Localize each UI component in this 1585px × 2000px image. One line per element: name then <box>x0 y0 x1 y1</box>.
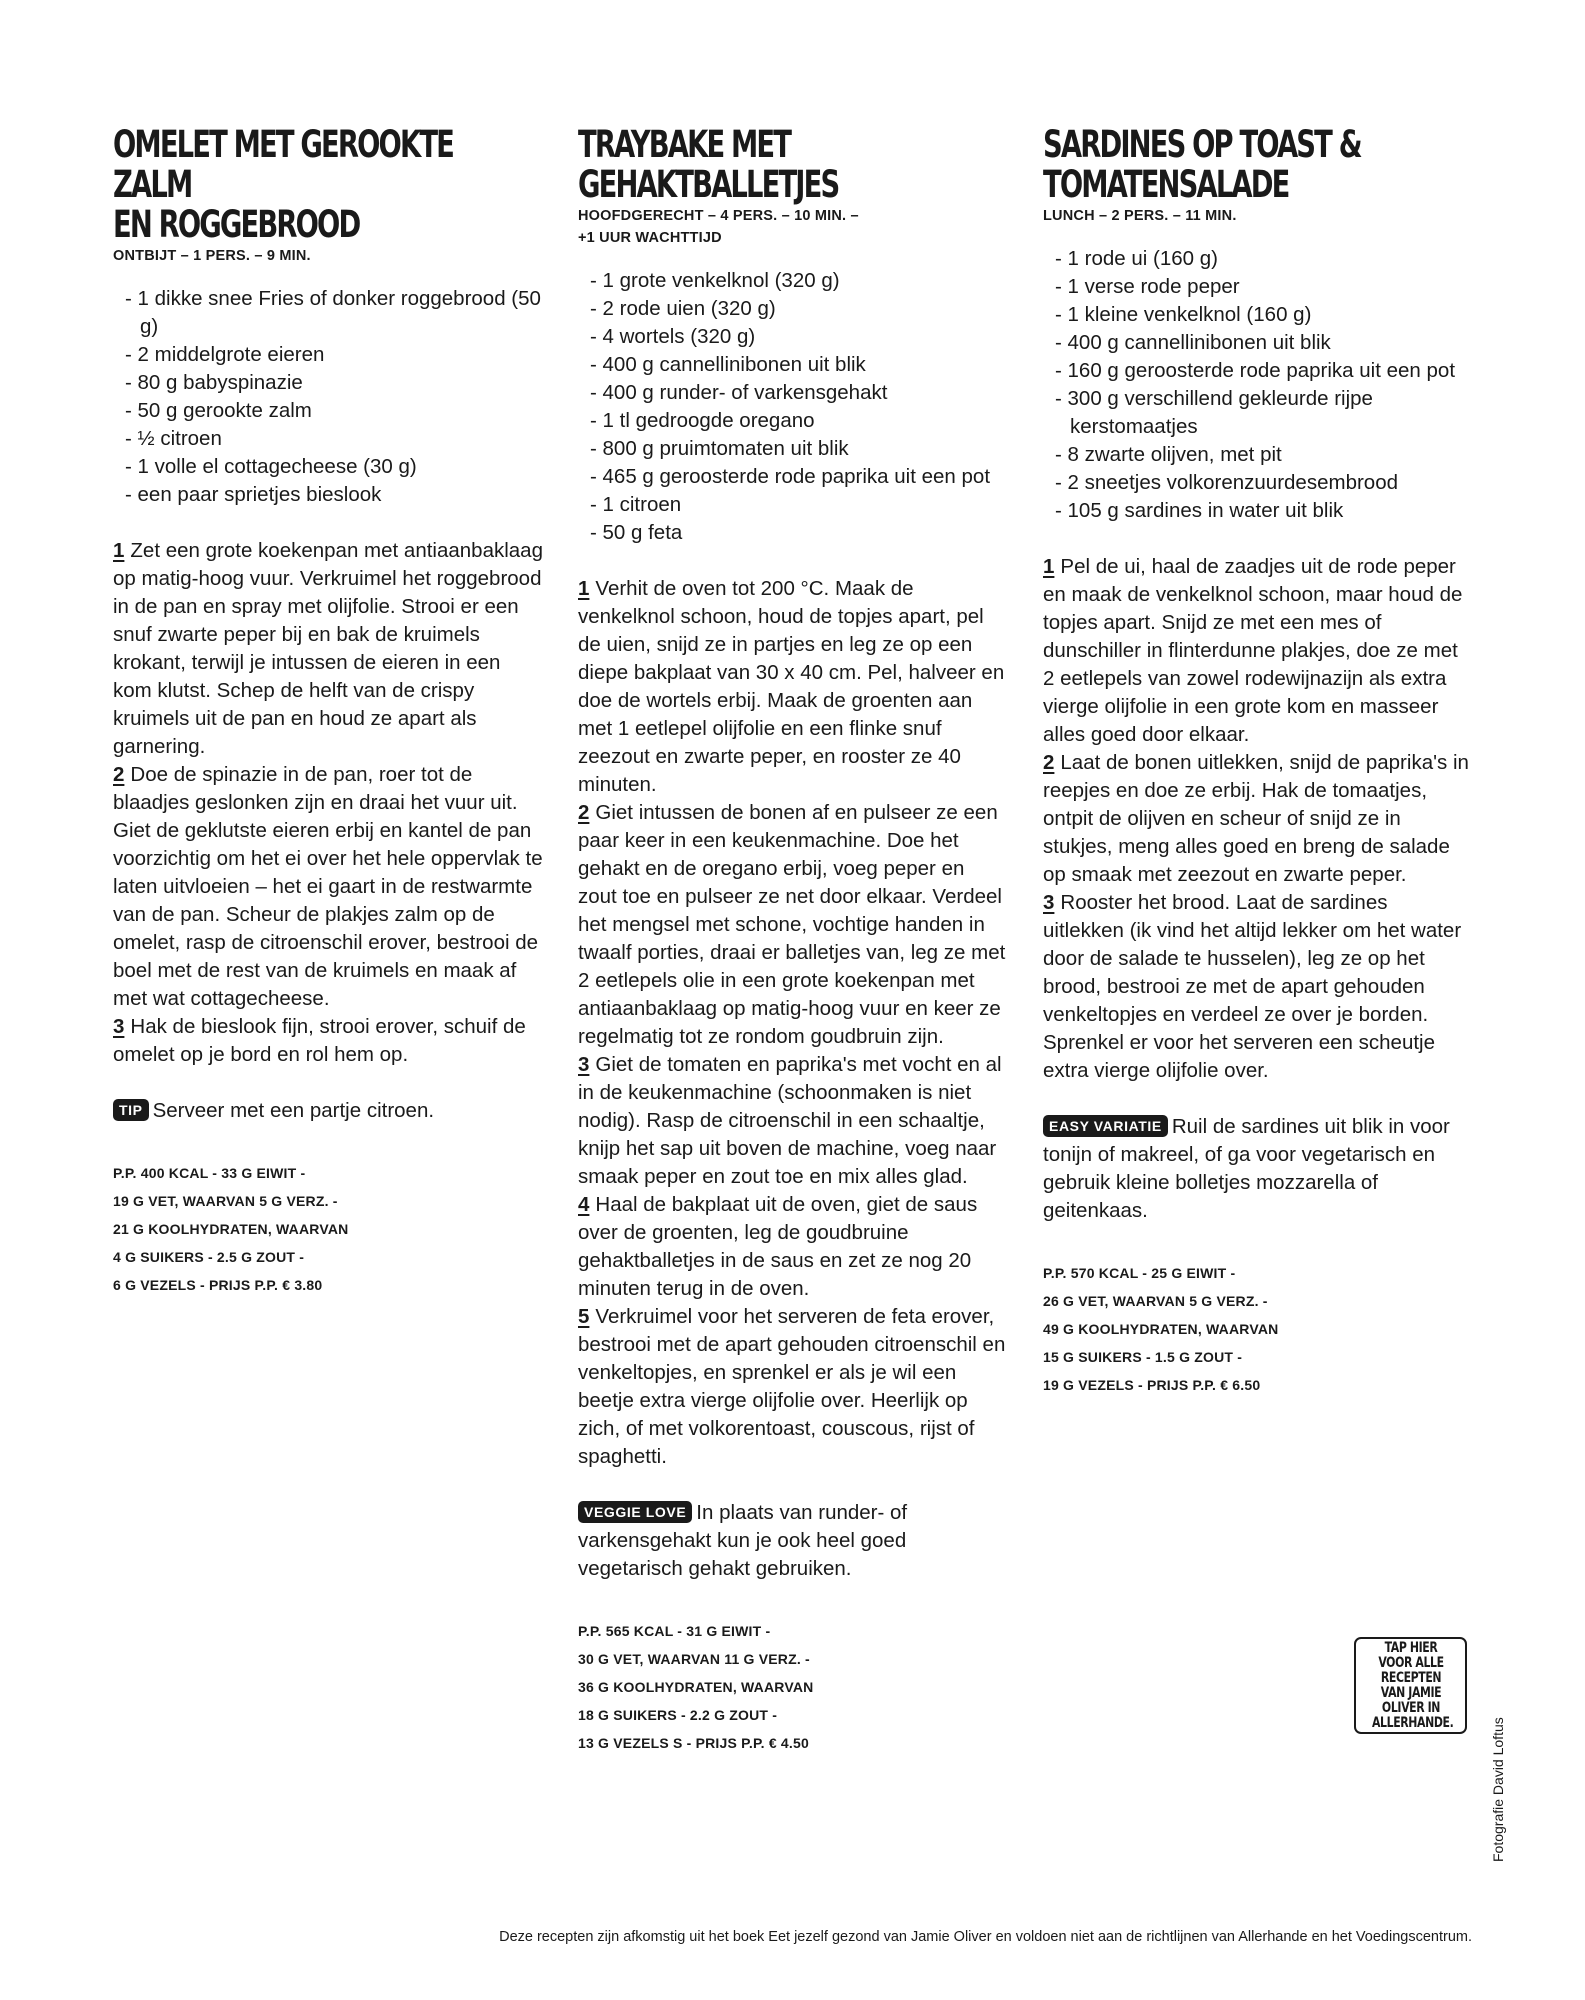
ingredient-item: - 8 zwarte olijven, met pit <box>1055 443 1282 466</box>
ingredient-list <box>1043 245 1473 525</box>
ingredient-item: - ½ citroen <box>125 427 222 450</box>
step-list <box>578 575 1008 1471</box>
step-number: 1 <box>1043 555 1055 578</box>
recipe-omelet <box>113 125 543 1299</box>
ingredient-item: - 80 g babyspinazie <box>125 371 303 394</box>
nutrition-line: 49 G KOOLHYDRATEN, WAARVAN <box>1043 1321 1279 1337</box>
step-text: Verhit de oven tot 200 °C. Maak de venkelknol schoon, houd de topjes apart, pel de uien, snijd ze in partjes en leg ze op een diepe bakplaat van 30 x 40 cm. Pel, halveer en doe de wortels erbij. Maak de groenten aan met 1 eetlepel olijfolie en een flinke snuf zeezout en zwarte peper, en rooster ze 40 minuten. <box>578 577 1005 796</box>
ingredient-list <box>578 267 1008 547</box>
step-number: 1 <box>578 577 590 600</box>
veggie-badge: VEGGIE LOVE <box>578 1501 692 1523</box>
ingredient-item: - 50 g gerookte zalm <box>125 399 312 422</box>
step-number: 4 <box>578 1193 590 1216</box>
recipe-title: TRAYBAKE MET GEHAKTBALLETJES <box>578 123 839 206</box>
step-number: 2 <box>578 801 590 824</box>
ingredient-item: - 2 middelgrote eieren <box>125 343 325 366</box>
step-number: 3 <box>578 1053 590 1076</box>
step-text: Pel de ui, haal de zaadjes uit de rode peper en maak de venkelknol schoon, maar houd de topjes apart. Snijd ze met een mes of dunschiller in flinterdunne plakjes, doe ze met 2 eetlepels van zowel rodewijnazijn als extra vierge olijfolie in een grote kom en masseer alles goed door elkaar. <box>1043 555 1463 746</box>
ingredient-item: - 50 g feta <box>590 521 683 544</box>
ingredient-item: - 400 g runder- of varkensgehakt <box>590 381 888 404</box>
step <box>1043 889 1473 1085</box>
step <box>578 1303 1008 1471</box>
ingredient-item: - 1 tl gedroogde oregano <box>590 409 815 432</box>
step-number: 2 <box>1043 751 1055 774</box>
veggie-note <box>578 1499 1008 1583</box>
ingredient-item: - een paar sprietjes bieslook <box>125 483 382 506</box>
recipe-meta: ONTBIJT – 1 PERS. – 9 MIN. <box>113 248 311 264</box>
recipes-link-label: TAP HIER VOOR ALLE RECEPTEN VAN JAMIE OLIVER IN ALLERHANDE. <box>1371 1639 1453 1731</box>
nutrition-line: 4 G SUIKERS - 2.5 G ZOUT - <box>113 1249 305 1265</box>
nutrition-line: 21 G KOOLHYDRATEN, WAARVAN <box>113 1221 349 1237</box>
step-number: 1 <box>113 539 125 562</box>
ingredient-item: - 1 volle el cottagecheese (30 g) <box>125 455 417 478</box>
step-list <box>113 537 543 1069</box>
recipe-title: SARDINES OP TOAST & TOMATENSALADE <box>1043 123 1361 206</box>
step-list <box>1043 553 1473 1085</box>
nutrition-line: P.P. 570 KCAL - 25 G EIWIT - <box>1043 1265 1236 1281</box>
photo-credit: Fotografie David Loftus <box>1490 1717 1506 1862</box>
ingredient-item: - 2 rode uien (320 g) <box>590 297 776 320</box>
ingredient-item: - 1 kleine venkelknol (160 g) <box>1055 303 1312 326</box>
recipe-meta: HOOFDGERECHT – 4 PERS. – 10 MIN. – +1 UUR WACHTTIJD <box>578 208 859 246</box>
ingredient-list <box>113 285 543 509</box>
nutrition-line: 15 G SUIKERS - 1.5 G ZOUT - <box>1043 1349 1243 1365</box>
step <box>1043 553 1473 749</box>
step <box>1043 749 1473 889</box>
recipes-link-button[interactable] <box>1354 1637 1467 1734</box>
step-text: Rooster het brood. Laat de sardines uitlekken (ik vind het altijd lekker om het water door de salade te husselen), leg ze op het brood, bestrooi ze met de apart gehouden venkeltopjes en verdeel ze over je borden. Sprenkel er voor het serveren een scheutje extra vierge olijfolie over. <box>1043 891 1462 1082</box>
note-text: Ruil de sardines uit blik in voor tonijn of makreel, of ga voor vegetarisch en gebruik kleine bolletjes mozzarella of geitenkaas. <box>1043 1115 1450 1222</box>
ingredient-item: - 400 g cannellinibonen uit blik <box>590 353 866 376</box>
step <box>578 799 1008 1051</box>
nutrition-line: 6 G VEZELS - PRIJS P.P. € 3.80 <box>113 1277 323 1293</box>
step <box>113 537 543 761</box>
variation-note <box>1043 1113 1473 1225</box>
step <box>113 1013 543 1069</box>
nutrition-info <box>1043 1259 1473 1399</box>
nutrition-line: 19 G VEZELS - PRIJS P.P. € 6.50 <box>1043 1377 1261 1393</box>
step-number: 3 <box>113 1015 125 1038</box>
step-text: Zet een grote koekenpan met antiaanbaklaag op matig-hoog vuur. Verkruimel het roggebrood in de pan en spray met olijfolie. Strooi er een snuf zwarte peper bij en bak de kruimels krokant, terwijl je intussen de eieren in een kom klutst. Schep de helft van de crispy kruimels uit de pan en houd ze apart als garnering. <box>113 539 543 758</box>
ingredient-item: - 300 g verschillend gekleurde rijpe kerstomaatjes <box>1055 387 1373 438</box>
ingredient-item: - 160 g geroosterde rode paprika uit een pot <box>1055 359 1456 382</box>
step-text: Laat de bonen uitlekken, snijd de paprika's in reepjes en doe ze erbij. Hak de tomaatjes, ontpit de olijven en scheur of snijd ze in stukjes, meng alles goed en breng de salade op smaak met zeezout en zwarte peper. <box>1043 751 1469 886</box>
nutrition-line: 30 G VET, WAARVAN 11 G VERZ. - <box>578 1651 810 1667</box>
tip-note <box>113 1097 543 1125</box>
step-text: Giet intussen de bonen af en pulseer ze een paar keer in een keukenmachine. Doe het gehakt en de oregano erbij, voeg peper en zout toe en pulseer ze net door elkaar. Verdeel het mengsel met schone, vochtige handen in twaalf porties, draai er balletjes van, leg ze met 2 eetlepels olie in een grote koekenpan met antiaanbaklaag op matig-hoog vuur en keer ze regelmatig tot ze rondom goudbruin zijn. <box>578 801 1006 1048</box>
ingredient-item: - 4 wortels (320 g) <box>590 325 756 348</box>
variation-badge: EASY VARIATIE <box>1043 1115 1168 1137</box>
nutrition-line: 36 G KOOLHYDRATEN, WAARVAN <box>578 1679 814 1695</box>
step-text: Doe de spinazie in de pan, roer tot de blaadjes geslonken zijn en draai het vuur uit. Giet de geklutste eieren erbij en kantel de pan voorzichtig om het ei over het hele oppervlak te laten uitvloeien – het ei gaart in de restwarmte van de pan. Scheur de plakjes zalm op de omelet, rasp de citroenschil erover, bestrooi de boel met de rest van de kruimels en maak af met wat cottagecheese. <box>113 763 543 1010</box>
ingredient-item: - 465 g geroosterde rode paprika uit een pot <box>590 465 991 488</box>
step <box>578 575 1008 799</box>
nutrition-line: 26 G VET, WAARVAN 5 G VERZ. - <box>1043 1293 1268 1309</box>
footer-disclaimer: Deze recepten zijn afkomstig uit het boek Eet jezelf gezond van Jamie Oliver en voldoen niet aan de richtlijnen van Allerhande en het Voedingscentrum. <box>499 1929 1472 1945</box>
nutrition-line: P.P. 400 KCAL - 33 G EIWIT - <box>113 1165 306 1181</box>
ingredient-item: - 2 sneetjes volkorenzuurdesembrood <box>1055 471 1398 494</box>
nutrition-info <box>578 1617 1008 1757</box>
step-number: 5 <box>578 1305 590 1328</box>
ingredient-item: - 105 g sardines in water uit blik <box>1055 499 1344 522</box>
ingredient-item: - 1 rode ui (160 g) <box>1055 247 1218 270</box>
step <box>578 1051 1008 1191</box>
recipe-sardines <box>1043 125 1473 1399</box>
ingredient-item: - 1 verse rode peper <box>1055 275 1240 298</box>
ingredient-item: - 800 g pruimtomaten uit blik <box>590 437 849 460</box>
step-text: Haal de bakplaat uit de oven, giet de saus over de groenten, leg de goudbruine gehaktballetjes in de saus en zet ze nog 20 minuten terug in de oven. <box>578 1193 978 1300</box>
recipe-title: OMELET MET GEROOKTE ZALM EN ROGGEBROOD <box>113 123 454 246</box>
note-text: In plaats van runder- of varkensgehakt kun je ook heel goed vegetarisch gehakt gebruiken. <box>578 1501 908 1580</box>
step-text: Verkruimel voor het serveren de feta erover, bestrooi met de apart gehouden citroenschil en venkeltopjes, en sprenkel er als je wil een beetje extra vierge olijfolie over. Heerlijk op zich, of met volkorentoast, couscous, rijst of spaghetti. <box>578 1305 1006 1468</box>
ingredient-item: - 1 citroen <box>590 493 682 516</box>
nutrition-line: 18 G SUIKERS - 2.2 G ZOUT - <box>578 1707 778 1723</box>
nutrition-line: 19 G VET, WAARVAN 5 G VERZ. - <box>113 1193 338 1209</box>
step-text: Giet de tomaten en paprika's met vocht en al in de keukenmachine (schoonmaken is niet nodig). Rasp de citroenschil in een schaaltje, knijp het sap uit boven de machine, voeg naar smaak peper en zout toe en mix alles glad. <box>578 1053 1002 1188</box>
recipe-traybake <box>578 125 1008 1757</box>
step-number: 2 <box>113 763 125 786</box>
step <box>113 761 543 1013</box>
step-number: 3 <box>1043 891 1055 914</box>
step <box>578 1191 1008 1303</box>
ingredient-item: - 1 grote venkelknol (320 g) <box>590 269 840 292</box>
nutrition-info <box>113 1159 543 1299</box>
nutrition-line: P.P. 565 KCAL - 31 G EIWIT - <box>578 1623 771 1639</box>
ingredient-item: - 1 dikke snee Fries of donker roggebrood (50 g) <box>125 287 541 338</box>
step-text: Hak de bieslook fijn, strooi erover, schuif de omelet op je bord en rol hem op. <box>113 1015 526 1066</box>
nutrition-line: 13 G VEZELS S - PRIJS P.P. € 4.50 <box>578 1735 809 1751</box>
recipe-meta: LUNCH – 2 PERS. – 11 MIN. <box>1043 208 1237 224</box>
ingredient-item: - 400 g cannellinibonen uit blik <box>1055 331 1331 354</box>
tip-badge: TIP <box>113 1099 149 1121</box>
note-text: Serveer met een partje citroen. <box>152 1099 435 1122</box>
